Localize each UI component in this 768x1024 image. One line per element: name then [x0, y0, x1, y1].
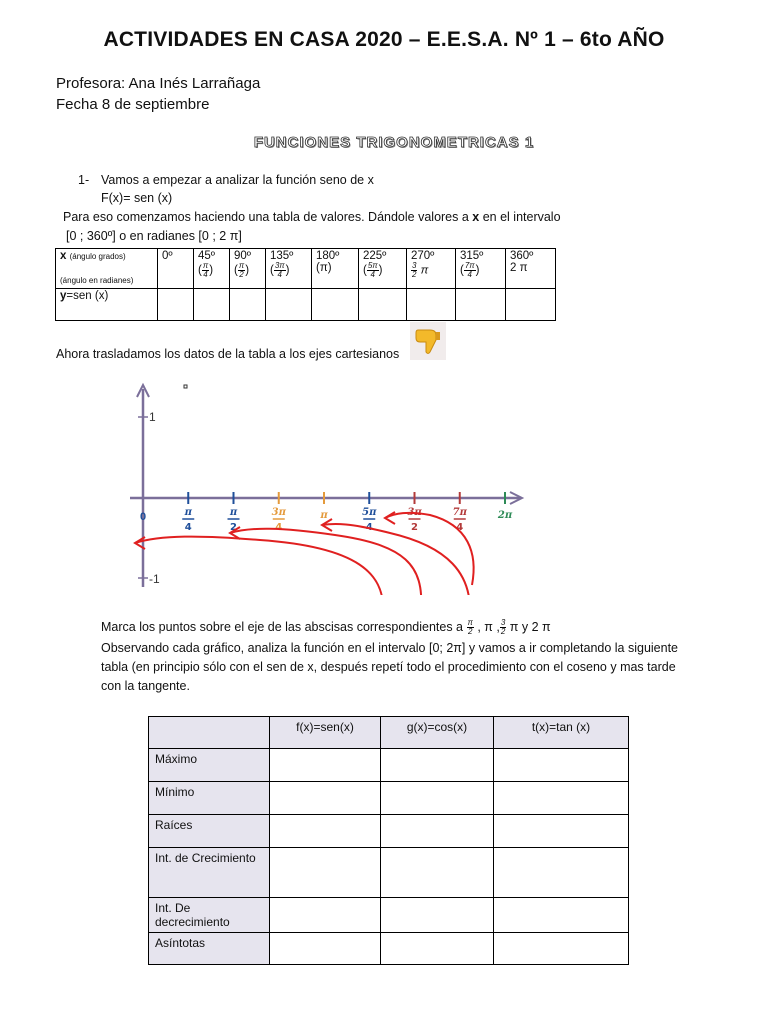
x-cell[interactable] — [312, 249, 359, 289]
arrow-head — [385, 512, 395, 524]
y-cell[interactable] — [312, 289, 359, 321]
summary-row-max — [149, 749, 629, 782]
summary-cell[interactable] — [494, 749, 629, 782]
graph-marker — [184, 385, 187, 388]
degree-value: 135º — [270, 250, 294, 262]
fraction-numerator: π — [238, 261, 245, 270]
degree-value: 315º — [460, 250, 484, 262]
mark-instruction-values — [467, 620, 551, 634]
summary-cell[interactable] — [270, 933, 381, 965]
hand-drawn-arrow — [322, 524, 470, 595]
transfer-text: Ahora trasladamos los datos de la tabla a los ejes cartesianos — [56, 347, 400, 361]
degree-value: 90º — [234, 250, 251, 262]
summary-row-label: Int. De decrecimiento — [149, 898, 270, 933]
values-table-x-row — [56, 249, 556, 289]
cartesian-graph — [100, 375, 540, 595]
teacher-name: Profesora: Ana Inés Larrañaga — [56, 75, 261, 92]
summary-header-empty — [149, 717, 270, 749]
summary-row-asymptotes — [149, 933, 629, 965]
fraction-denominator: 2 — [239, 270, 244, 279]
mark-item-after: π y 2 π — [506, 619, 551, 634]
page-title: ACTIVIDADES EN CASA 2020 – E.E.S.A. Nº 1 – 6to AÑO — [103, 28, 665, 51]
hand-drawn-arrow — [230, 529, 421, 595]
fraction-denominator: 2 — [467, 627, 473, 636]
fraction — [367, 262, 379, 279]
summary-row-roots — [149, 815, 629, 848]
radian-value: (π) — [316, 262, 332, 274]
degree-value: 180º — [316, 250, 340, 262]
fraction — [464, 262, 476, 279]
mark-item-after: , π , — [473, 619, 500, 634]
exercise-line-3-bold: x — [472, 210, 480, 224]
exercise-function: F(x)= sen (x) — [101, 191, 173, 205]
summary-row-decreasing — [149, 898, 629, 933]
exercise-interval: [0 ; 360º] o en radianes [0 ; 2 π] — [66, 229, 242, 243]
y-cell[interactable] — [456, 289, 506, 321]
summary-cell[interactable] — [494, 782, 629, 815]
x-label-note: (ángulo grados) — [69, 252, 126, 261]
summary-cell[interactable] — [494, 898, 629, 933]
fraction-denominator: 2 — [412, 270, 417, 279]
summary-cell[interactable] — [494, 815, 629, 848]
summary-cell[interactable] — [381, 933, 494, 965]
values-table-y-row — [56, 289, 556, 321]
summary-cell[interactable] — [494, 933, 629, 965]
summary-table — [148, 716, 629, 965]
exercise-line-3-pre: Para eso comenzamos haciendo una tabla de valores. Dándole valores a — [63, 210, 473, 224]
fraction — [274, 262, 286, 279]
summary-cell[interactable] — [381, 782, 494, 815]
section-title: FUNCIONES TRIGONOMETRICAS 1 — [253, 134, 535, 151]
y-label-minus-one: -1 — [149, 572, 160, 586]
degree-value: 45º — [198, 250, 215, 262]
exercise-number: 1- — [78, 173, 90, 187]
degree-value: 360º — [510, 250, 534, 262]
x-cell[interactable] — [158, 249, 194, 289]
x-tick-label-numerator: 3π — [271, 507, 286, 518]
y-label: y — [60, 290, 67, 302]
x-cell[interactable] — [506, 249, 556, 289]
exercise-line-3-post: en el intervalo — [479, 210, 561, 224]
summary-header-tan: t(x)=tan (x) — [494, 717, 629, 749]
summary-cell[interactable] — [381, 848, 494, 898]
observe-line-1: Observando cada gráfico, analiza la función en el intervalo [0; 2π] y vamos a ir completando la siguiente — [101, 641, 679, 655]
x-tick-label-numerator: 7π — [452, 507, 467, 518]
fraction-numerator: 5π — [367, 261, 378, 270]
x-tick-label-denominator: 2 — [411, 522, 418, 533]
x-tick-label-denominator: 4 — [275, 522, 283, 533]
y-cell[interactable] — [194, 289, 230, 321]
x-tick-label-numerator: π — [184, 507, 192, 518]
y-cell[interactable] — [359, 289, 407, 321]
date-line: Fecha 8 de septiembre — [56, 96, 210, 113]
degree-value: 225º — [363, 250, 387, 262]
mark-instruction-text: Marca los puntos sobre el eje de las abscisas correspondientes a — [101, 619, 464, 634]
fraction-numerator: π — [467, 618, 473, 627]
y-cell[interactable] — [230, 289, 266, 321]
x-cell[interactable] — [266, 249, 312, 289]
y-label-rest: =sen (x) — [66, 290, 109, 302]
y-label-one: 1 — [149, 410, 156, 424]
x-tick-label-denominator: 4 — [365, 522, 373, 533]
radian-value: ( $\frac{7\pi}{4}$ ) — [460, 261, 480, 279]
summary-row-label: Raíces — [149, 815, 270, 848]
fraction-numerator: 3 — [500, 618, 506, 627]
hand-drawn-arrow — [135, 537, 383, 595]
summary-header-sen: f(x)=sen(x) — [270, 717, 381, 749]
summary-cell[interactable] — [270, 815, 381, 848]
y-cell[interactable] — [158, 289, 194, 321]
observe-line-2: tabla (en principio sólo con el sen de x, después repetí todo el procedimiento con el coseno y mas tarde — [101, 660, 676, 674]
x-cell[interactable] — [456, 249, 506, 289]
x-tick-label-numerator: 3π — [407, 507, 422, 518]
exercise-line-1: Vamos a empezar a analizar la función seno de x — [101, 173, 374, 187]
summary-cell[interactable] — [381, 898, 494, 933]
x-tick-label-denominator: 2 — [230, 522, 237, 533]
summary-row-label: Máximo — [149, 749, 270, 782]
x-tick-label-denominator: 4 — [184, 522, 192, 533]
summary-row-label: Mínimo — [149, 782, 270, 815]
x-label-cell — [56, 249, 158, 289]
summary-row-label: Int. de Crecimiento — [149, 848, 270, 898]
summary-header-cos: g(x)=cos(x) — [381, 717, 494, 749]
radian-value: 2 π — [510, 262, 528, 274]
x-cell[interactable] — [407, 249, 456, 289]
y-label-cell — [56, 289, 158, 321]
degree-value: 0º — [162, 250, 173, 262]
x-tick-label-numerator: 2π — [497, 510, 513, 521]
mark-instruction — [101, 619, 551, 636]
x-tick-label-numerator: π — [320, 510, 328, 521]
y-cell[interactable] — [407, 289, 456, 321]
fraction — [467, 619, 474, 636]
fraction-numerator: 3 — [412, 261, 417, 270]
fraction-denominator: 4 — [467, 270, 472, 279]
origin-label: 0 — [140, 511, 147, 523]
summary-cell[interactable] — [270, 749, 381, 782]
x-tick-label-denominator: 4 — [456, 522, 464, 533]
fraction-numerator: 3π — [274, 261, 285, 270]
observe-line-3: con la tangente. — [101, 679, 190, 693]
exercise-line-3 — [63, 210, 561, 224]
fraction-denominator: 2 — [500, 627, 506, 636]
summary-cell[interactable] — [381, 749, 494, 782]
values-table — [55, 248, 556, 321]
summary-cell[interactable] — [381, 815, 494, 848]
x-cell[interactable] — [359, 249, 407, 289]
x-cell[interactable] — [230, 249, 266, 289]
x-label-rad: (ángulo en radianes) — [60, 276, 134, 285]
summary-cell[interactable] — [270, 848, 381, 898]
summary-row-label: Asíntotas — [149, 933, 270, 965]
summary-cell[interactable] — [270, 782, 381, 815]
fraction-denominator: 4 — [277, 270, 282, 279]
radian-value: $\frac{3}{2}$ π — [412, 261, 429, 279]
radian-value: ( $\frac{5\pi}{4}$ ) — [363, 261, 383, 279]
summary-cell[interactable] — [270, 898, 381, 933]
summary-header-row — [149, 717, 629, 749]
x-tick-label-numerator: 5π — [362, 507, 377, 518]
y-cell[interactable] — [506, 289, 556, 321]
fraction-denominator: 4 — [370, 270, 375, 279]
pointing-finger-icon — [410, 322, 446, 360]
fraction-numerator: π — [202, 261, 209, 270]
x-tick-label-numerator: π — [229, 507, 238, 518]
y-cell[interactable] — [266, 289, 312, 321]
x-cell[interactable] — [194, 249, 230, 289]
summary-row-min — [149, 782, 629, 815]
x-label: x — [60, 250, 67, 262]
radian-value: ( $\frac{\pi}{4}$ ) — [198, 261, 214, 279]
radian-value: ( $\frac{\pi}{2}$ ) — [234, 261, 250, 279]
summary-row-increasing — [149, 848, 629, 898]
radian-value: ( $\frac{3\pi}{4}$ ) — [270, 261, 290, 279]
fraction-numerator: 7π — [464, 261, 475, 270]
summary-cell[interactable] — [494, 848, 629, 898]
degree-value: 270º — [411, 250, 435, 262]
fraction-denominator: 4 — [203, 270, 208, 279]
